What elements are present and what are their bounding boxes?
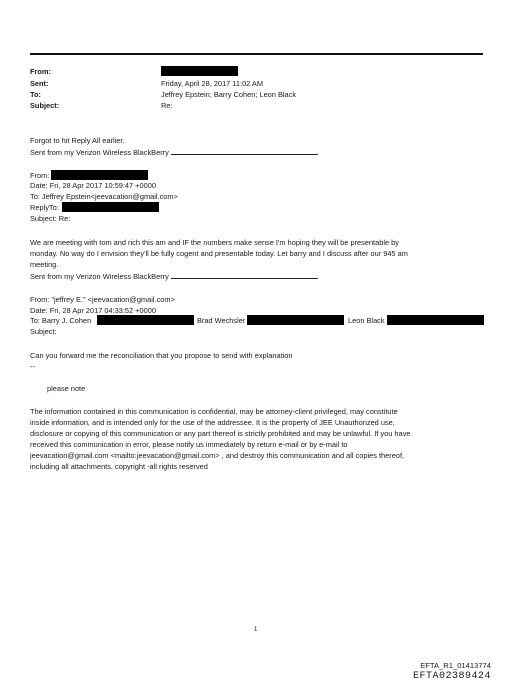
msg1-line1: Forgot to hit Reply All earlier.	[30, 136, 125, 145]
subject-label: Subject:	[30, 101, 60, 110]
msg2-body-line2: monday. No way do I envision they'll be fully cogent and presentable today. Let barry and I discuss after our 945 am	[30, 249, 408, 258]
msg3-body: Can you forward me the reconciliation that you propose to send with explanation	[30, 351, 293, 360]
msg2-body-line1: We are meeting with tom and rich this am and IF the numbers make sense I'm hoping they will be presentable by	[30, 238, 399, 247]
bates-number-2: EFTA02389424	[412, 671, 491, 682]
msg2-from: From:	[30, 171, 50, 180]
msg3-to2: Brad Wechsler	[197, 316, 246, 325]
redaction-msg3-to1	[97, 315, 194, 325]
redaction-msg3-to2	[247, 315, 344, 325]
msg2-sig-underline	[171, 271, 318, 279]
redaction-msg3-to3	[387, 315, 484, 325]
to-label: To:	[30, 90, 41, 99]
to-value: Jeffrey Epstein; Barry Cohen; Leon Black	[161, 90, 297, 99]
msg2-sig-text: Sent from my Verizon Wireless BlackBerry	[30, 272, 169, 281]
disclaimer-line5: jeevacation@gmail.com <mailto:jeevacation@gmail.com> , and destroy this communication and all copies thereof,	[30, 451, 405, 460]
msg3-date: Date: Fri, 28 Apr 2017 04:33:52 +0000	[30, 306, 156, 315]
disclaimer-line3: disclosure or copying of this communication or any part thereof is strictly prohibited and may be unlawful. If you have	[30, 429, 411, 438]
from-label: From:	[30, 67, 51, 76]
msg3-subject: Subject:	[30, 327, 57, 336]
redaction-msg2-from	[51, 170, 148, 180]
disclaimer-line4: received this communication in error, please notify us immediately by return e-mail or by e-mail to	[30, 440, 348, 449]
msg2-signature	[30, 271, 318, 282]
msg1-sig-underline	[171, 147, 318, 155]
header-rule	[30, 53, 483, 55]
redaction-from	[161, 66, 238, 76]
msg3-to3: Leon Black	[348, 316, 385, 325]
msg1-sig-text: Sent from my Verizon Wireless BlackBerry	[30, 148, 169, 157]
msg2-subject: Subject: Re:	[30, 214, 71, 223]
sent-label: Sent:	[30, 79, 49, 88]
msg3-to: To: Barry J. Cohen	[30, 316, 92, 325]
msg3-dashes: --	[30, 362, 35, 371]
msg2-date: Date: Fri, 28 Apr 2017 10:59:47 +0000	[30, 181, 156, 190]
page-number: 1	[254, 627, 258, 633]
subject-value: Re:	[161, 101, 173, 110]
disclaimer-line1: The information contained in this communication is confidential, may be attorney-client privileged, may constitute	[30, 407, 398, 416]
msg3-note: please note	[47, 384, 86, 393]
disclaimer-line2: inside information, and is intended only for the use of the addressee. It is the property of JEE Unauthorized use,	[30, 418, 395, 427]
msg2-replyto: ReplyTo:	[30, 203, 59, 212]
redaction-msg2-replyto	[62, 202, 159, 212]
disclaimer-line6: including all attachments. copyright -all rights reserved	[30, 462, 208, 471]
msg2-body-line3: meeting.	[30, 260, 59, 269]
msg2-to: To: Jeffrey Epstein<jeevacation@gmail.com>	[30, 192, 178, 201]
msg3-from: From: "jeffrey E." <jeevacation@gmail.com>	[30, 295, 175, 304]
bates-number-1: EFTA_R1_01413774	[420, 661, 491, 670]
msg1-signature	[30, 147, 318, 158]
sent-value: Friday, April 28, 2017 11:02 AM	[161, 79, 264, 88]
